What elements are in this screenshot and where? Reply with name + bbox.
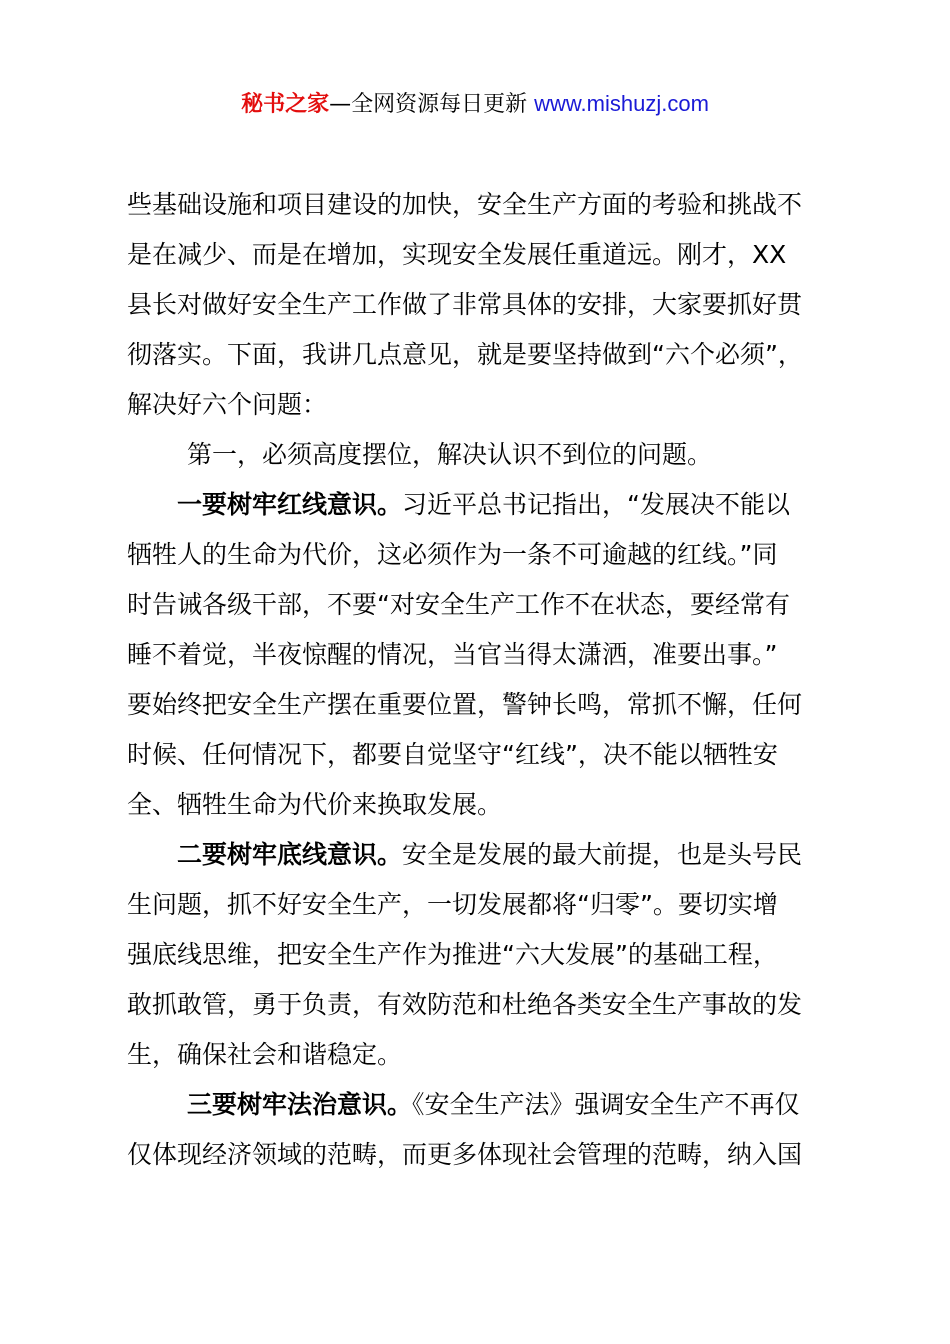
paragraph-lead: 二要树牢底线意识。 bbox=[177, 840, 403, 869]
text-line: 生问题，抓不好安全生产，一切发展都将“归零”。要切实增 bbox=[127, 890, 778, 919]
paragraph-text: 安全是发展的最大前提，也是头号民 bbox=[402, 840, 803, 869]
text-line: 解决好六个问题： bbox=[127, 390, 328, 419]
text-line: 生，确保社会和谐稳定。 bbox=[127, 1040, 403, 1069]
text-line: 敢抓敢管，勇于负责，有效防范和杜绝各类安全生产事故的发 bbox=[127, 990, 803, 1019]
document-body bbox=[127, 180, 847, 1180]
paragraph-first-line bbox=[127, 1080, 847, 1130]
text-line: 是在减少、而是在增加，实现安全发展任重道远。刚才，XX bbox=[127, 240, 787, 269]
paragraph-lead: 三要树牢法治意识。 bbox=[187, 1090, 413, 1119]
text-line: 全、牺牲生命为代价来换取发展。 bbox=[127, 790, 503, 819]
section-heading: 第一，必须高度摆位，解决认识不到位的问题。 bbox=[187, 440, 713, 469]
text-line: 仅体现经济领域的范畴，而更多体现社会管理的范畴，纳入国 bbox=[127, 1140, 803, 1169]
text-line: 时候、任何情况下，都要自觉坚守“红线”，决不能以牺牲安 bbox=[127, 740, 778, 769]
paragraph-first-line bbox=[127, 830, 847, 880]
paragraph-lead: 一要树牢红线意识。 bbox=[177, 490, 403, 519]
text-line: 牺牲人的生命为代价，这必须作为一条不可逾越的红线。”同 bbox=[127, 540, 778, 569]
text-line: 县长对做好安全生产工作做了非常具体的安排，大家要抓好贯 bbox=[127, 290, 803, 319]
paragraph-text: 《安全生产法》强调安全生产不再仅 bbox=[412, 1090, 800, 1119]
brand-name: 秘书之家 bbox=[241, 92, 330, 117]
text-line: 些基础设施和项目建设的加快，安全生产方面的考验和挑战不 bbox=[127, 190, 803, 219]
paragraph-first-line bbox=[127, 480, 847, 530]
text-line: 彻落实。下面，我讲几点意见，就是要坚持做到“六个必须”， bbox=[127, 340, 803, 369]
header-tagline: —全网资源每日更新 bbox=[329, 92, 535, 117]
header-url-link[interactable]: www.mishuzj.com bbox=[534, 91, 709, 116]
text-line: 睡不着觉，半夜惊醒的情况，当官当得太潇洒，准要出事。” bbox=[127, 640, 778, 669]
text-line: 要始终把安全生产摆在重要位置，警钟长鸣，常抓不懈，任何 bbox=[127, 690, 803, 719]
text-line: 时告诫各级干部，不要“对安全生产工作不在状态，要经常有 bbox=[127, 590, 790, 619]
page-header bbox=[0, 88, 950, 121]
text-line: 强底线思维，把安全生产作为推进“六大发展”的基础工程， bbox=[127, 940, 778, 969]
paragraph-text: 习近平总书记指出，“发展决不能以 bbox=[402, 490, 790, 519]
